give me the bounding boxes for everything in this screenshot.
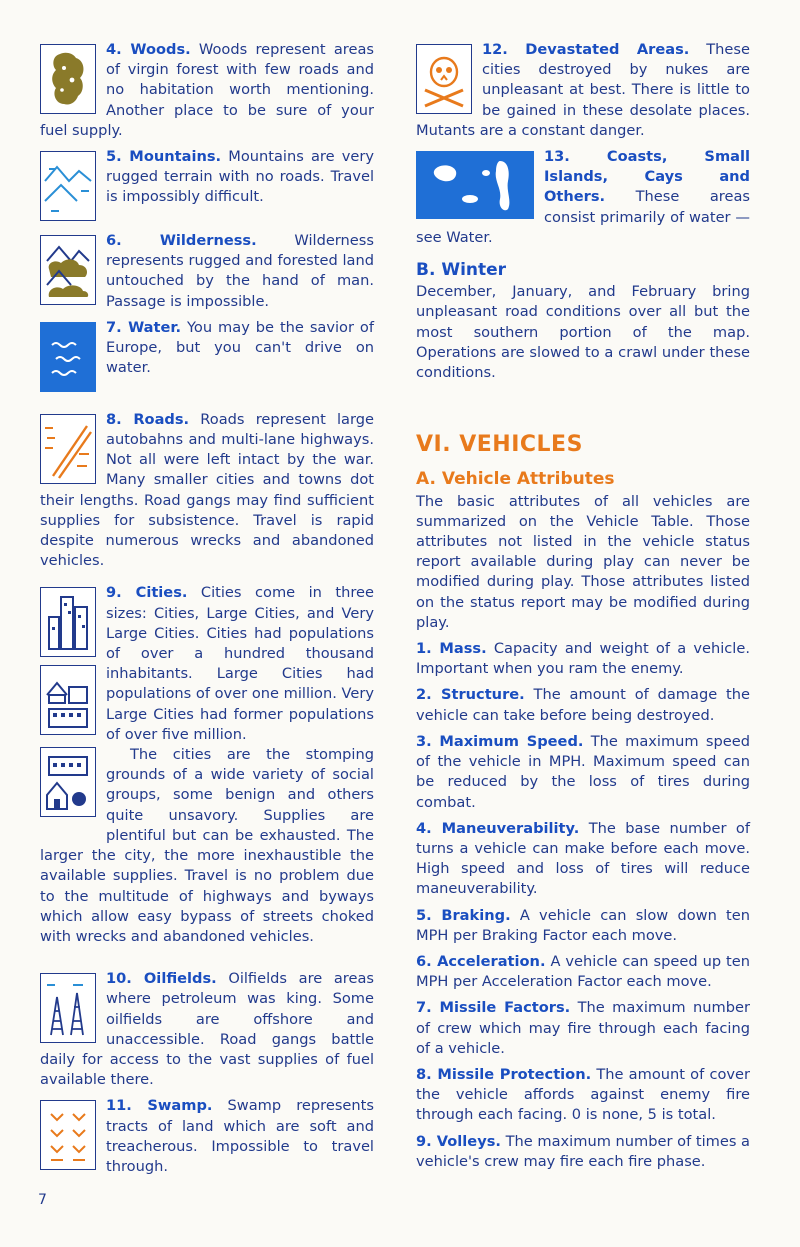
attribute-term: 6. Acceleration. [416,952,546,970]
terrain-roads [40,410,374,572]
page-number: 7 [38,1192,47,1208]
oilfields-text: Oilfields are areas where petroleum was king. Some oilfields are offshore and unaccessible. Road gangs battle daily for access to the vast supplies of fuel available there. [40,970,374,1089]
water-icon [40,322,96,392]
mountains-term: 5. Mountains. [106,148,222,166]
woods-text: Woods represent areas of virgin forest with few roads and no habitation worth mentioning. Another place to be sure of your fuel supply. [40,41,374,139]
mountains-text: Mountains are very rugged terrain with no roads. Travel is impossibly difficult. [106,148,374,206]
left-column [40,40,374,1183]
attribute-text: The maximum number of times a vehicle's crew may fire each fire phase. [416,1132,751,1170]
attribute-term: 9. Volleys. [416,1132,501,1150]
attribute-maneuverability [416,819,750,900]
attribute-text: The maximum speed of the vehicle in MPH. Maximum speed can be reduced by the loss of tires during combat. [416,732,750,811]
woods-term: 4. Woods. [106,41,191,58]
winter-heading: B. Winter [416,260,507,281]
attribute-mass [416,639,750,679]
attribute-text: Capacity and weight of a vehicle. Important when you ram the enemy. [416,640,750,678]
oilfields-icon [40,973,96,1043]
wilderness-text: Wilderness represents rugged and forested land untouched by the hand of man. Passage is impossible. [106,232,374,310]
attribute-text: The maximum number of crew which may fire through each facing of a vehicle. [416,999,750,1057]
coasts-text: These areas consist primarily of water — see Water. [416,188,750,246]
attribute-acceleration [416,952,750,992]
attribute-text: The amount of cover the vehicle affords against enemy fire through each facing. 0 is none, 5 is total. [416,1065,751,1124]
attribute-term: 2. Structure. [416,686,525,704]
roads-term: 8. Roads. [106,410,190,428]
skull-crossbones-icon [416,44,472,114]
terrain-coasts [416,147,750,248]
attribute-term: 8. Missile Protection. [416,1065,592,1083]
attribute-term: 4. Maneuverability. [416,819,580,837]
water-term: 7. Water. [106,318,182,336]
wilderness-term: 6. Wilderness. [106,232,257,250]
large-city-icon [40,665,96,735]
terrain-oilfields [40,969,374,1090]
vehicle-attributes-intro: The basic attributes of all vehicles are summarized on the Vehicle Table. Those attributes not listed in the vehicle status report available during play can never be modified during play. Those attributes listed on the status report may be modified during play. [416,492,750,631]
coasts-term: 13. Coasts, Small Islands, Cays and Others. [544,148,750,206]
attribute-text: The amount of damage the vehicle can take before being destroyed. [416,686,750,724]
cities-term: 9. Cities. [106,584,188,602]
roads-icon [40,414,96,484]
attribute-term: 5. Braking. [416,906,511,924]
woods-icon [40,44,96,114]
attribute-structure [416,685,750,725]
attribute-term: 7. Missile Factors. [416,999,571,1017]
vehicles-section-heading: VI. VEHICLES [416,432,583,458]
cities-text-2: The cities are the stomping grounds of a wide variety of social groups, some benign and others quite unsavory. Supplies are plentiful but can be exhausted. The larger the city, the more inexhaustible the available supplies. Travel is no problem due to the multitude of highways and byways which allow easy bypass of streets choked with wrecks and abandoned vehicles. [40,746,374,945]
attribute-text: A vehicle can speed up ten MPH per Acceleration Factor each move. [416,952,750,991]
swamp-icon [40,1100,96,1170]
city-icons [40,587,96,825]
devastated-term: 12. Devastated Areas. [482,41,690,58]
water-text: You may be the savior of Europe, but you can't drive on water. [106,318,374,377]
terrain-mountains [40,147,374,225]
very-large-city-icon [40,747,96,817]
terrain-wilderness [40,231,374,312]
attribute-volleys [416,1132,750,1172]
attribute-text: The base number of turns a vehicle can make before each move. High speed and loss of tires will reduce maneuverability. [416,819,750,898]
winter-text: December, January, and February bring unpleasant road conditions over all but the most southern portion of the map. Operations are slowed to a crawl under these conditions. [416,283,750,382]
terrain-swamp [40,1096,374,1177]
terrain-devastated [416,40,750,141]
attribute-term: 3. Maximum Speed. [416,732,584,750]
islands-icon [416,151,534,219]
oilfields-term: 10. Oilfields. [106,970,217,988]
city-skyline-icon [40,587,96,657]
terrain-water [40,318,374,396]
cities-text: Cities come in three sizes: Cities, Large Cities, and Very Large Cities. Cities had populations of over a hundred thousand inhabitants. Large Cities had populations of over one million. Very Large Cities had former populations of over five million. [106,584,374,743]
swamp-text: Swamp represents tracts of land which are soft and treacherous. Impossible to travel through. [106,1097,374,1175]
mountains-icon [40,151,96,221]
attribute-maximum-speed [416,732,750,813]
terrain-cities [40,583,374,947]
swamp-term: 11. Swamp. [106,1097,213,1115]
attribute-missile-protection [416,1065,750,1126]
roads-text: Roads represent large autobahns and multi-lane highways. Not all were left intact by the war. Many smaller cities and towns dot their lengths. Road gangs may find sufficient supplies for subsistence. Travel is rapid despite numerous wrecks and abandoned vehicles. [40,410,374,570]
attribute-term: 1. Mass. [416,640,487,658]
terrain-woods [40,40,374,141]
wilderness-icon [40,235,96,305]
devastated-text: These cities destroyed by nukes are unpleasant at best. There is little to be gained in these desolate places. Mutants are a constant danger. [416,41,750,139]
attribute-text: A vehicle can slow down ten MPH per Braking Factor each move. [416,906,750,944]
right-column [416,40,750,1178]
vehicle-attributes-heading: A. Vehicle Attributes [416,469,615,490]
attribute-braking [416,906,750,946]
attribute-missile-factors [416,998,750,1059]
